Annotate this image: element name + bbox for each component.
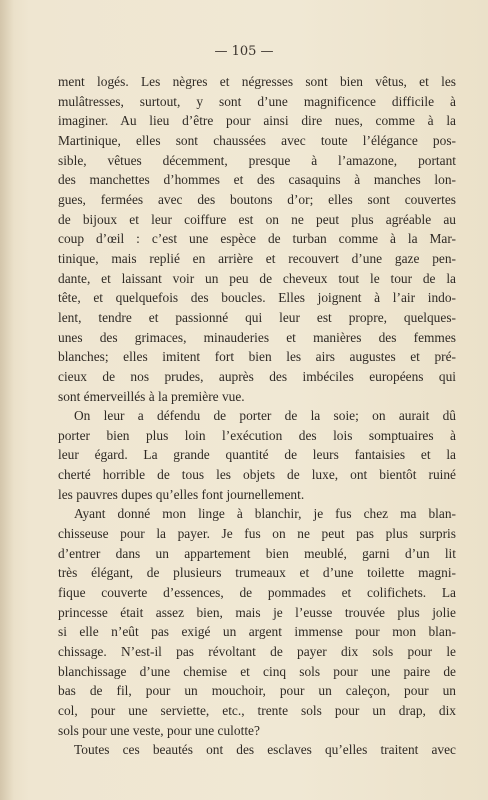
text-line: sible, vêtues décemment, presque à l’amazone, portant [58,152,456,168]
text-line: imaginer. Au lieu d’être pour ainsi dire nues, comme à la [58,113,456,129]
text-line: col, pour une serviette, etc., trente sols pour un drap, dix [58,703,456,718]
text-line: mulâtresses, surtout, y sont d’une magnificence difficile à [58,93,456,109]
paragraph-2 [58,406,456,504]
text-line: des manchettes d’hommes et des casaquins à manches lon- [58,172,456,188]
text-line: lent, tendre et passionné qui leur est propre, quelques- [58,309,456,325]
text-line: cieux de nos prudes, auprès des imbéciles européens qui [58,368,456,384]
text-line: d’entrer dans un appartement bien meublé, garni d’un lit [58,545,456,561]
text-line: chissage. N’est-il pas révoltant de payer dix sols pour le [58,644,456,660]
text-line: cherté horrible de tous les objets de luxe, ont bientôt ruiné [58,467,456,483]
text-line: leur égard. La grande quantité de leurs fantaisies et la [58,447,456,463]
text-line: chisseuse pour la payer. Je fus on ne peut pas plus surpris [58,526,456,542]
text-line: gues, fermées avec des boutons d’or; elles sont couvertes [58,191,456,207]
text-line: fique couverte d’essences, de pommades et colifichets. La [58,585,456,601]
paragraph-3 [58,504,456,740]
paragraph-1 [58,72,456,406]
body-text [58,72,456,760]
text-line: sols pour une veste, pour une culotte? [58,722,260,738]
text-line: blanches; elles imitent fort bien les airs augustes et pré- [58,349,456,365]
text-line: de bijoux et leur coiffure est on ne peut plus agréable au [58,211,456,227]
text-line: si elle n’eût pas exigé un argent immense pour mon blan- [58,624,456,640]
text-line: coup d’œil : c’est une espèce de turban comme à la Mar- [58,231,456,247]
text-line: porter bien plus loin l’exécution des lois somptuaires à [58,427,456,443]
text-line: tête, et quelquefois des boucles. Elles joignent à l’air indo- [58,290,456,306]
page-gutter-shadow [0,0,14,800]
paragraph-4 [58,740,456,760]
page-number: — 105 — [214,44,274,59]
text-line: sont émerveillés à la première vue. [58,388,245,404]
text-line: princesse était assez bien, mais je l’eusse trouvée plus jolie [58,604,456,620]
text-line: blanchissage d’une chemise et cinq sols pour une paire de [58,663,456,679]
text-line: tinique, mais replié en arrière et recouvert d’une gaze pen- [58,250,456,266]
text-line: les pauvres dupes qu’elles font journellement. [58,486,305,502]
text-line: Martinique, elles sont chaussées avec toute l’élégance pos- [58,132,456,148]
text-line: ment logés. Les nègres et négresses sont bien vêtus, et les [58,74,456,89]
text-line: très élégant, de plusieurs trumeaux et d’une toilette magni- [58,565,456,581]
text-line: dante, et laissant voir un peu de cheveux tout le tour de la [58,270,456,286]
text-line: Toutes ces beautés ont des esclaves qu’elles traitent avec [74,742,456,758]
text-line: unes des grimaces, minauderies et manières des femmes [58,329,456,345]
text-line: Ayant donné mon linge à blanchir, je fus chez ma blan- [74,506,456,522]
text-line: bas de fil, pour un mouchoir, pour un caleçon, pour un [58,683,456,699]
text-line: On leur a défendu de porter de la soie; on aurait dû [74,408,456,424]
